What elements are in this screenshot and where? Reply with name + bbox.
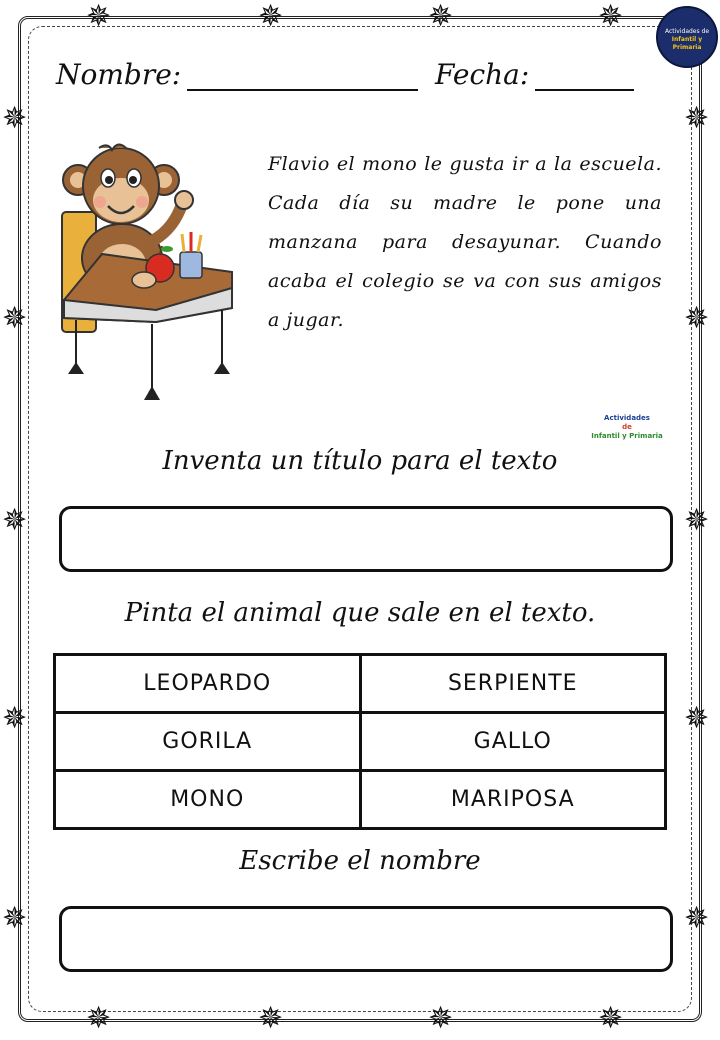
star-icon: ✵ [2, 701, 28, 736]
star-icon: ✵ [684, 503, 710, 538]
star-icon: ✵ [2, 503, 28, 538]
animal-option[interactable]: SERPIENTE [360, 655, 666, 713]
star-icon: ✵ [86, 1001, 112, 1036]
star-icon: ✵ [684, 101, 710, 136]
star-icon: ✵ [258, 0, 284, 34]
story-text: Flavio el mono le gusta ir a la escuela. Cada día su madre le pone una manzana para desayunar. Cuando acaba el colegio se va con sus amigos a jugar. [268, 153, 662, 331]
star-icon: ✵ [2, 101, 28, 136]
star-icon: ✵ [2, 301, 28, 336]
star-icon: ✵ [428, 1001, 454, 1036]
table-row [55, 771, 666, 829]
badge-line2: Infantil y Primaria [671, 36, 703, 51]
nombre-label: Nombre: [56, 58, 182, 91]
star-icon: ✵ [598, 0, 624, 34]
title-prompt: Inventa un título para el texto [162, 446, 558, 476]
animal-options-table [53, 653, 667, 830]
name-date-header [56, 58, 634, 91]
animal-option[interactable]: MARIPOSA [360, 771, 666, 829]
star-icon: ✵ [684, 301, 710, 336]
table-row [55, 655, 666, 713]
star-icon: ✵ [598, 1001, 624, 1036]
table-row [55, 713, 666, 771]
star-icon: ✵ [428, 0, 454, 34]
activities-logo [588, 414, 666, 444]
animal-option[interactable]: MONO [55, 771, 361, 829]
logo-line2: de [622, 423, 632, 431]
monkey-at-desk-illustration [56, 140, 246, 410]
animal-option[interactable]: LEOPARDO [55, 655, 361, 713]
name-answer-box[interactable] [59, 906, 673, 972]
write-prompt: Escribe el nombre [239, 846, 481, 876]
star-icon: ✵ [86, 0, 112, 34]
logo-line1: Actividades [604, 414, 650, 422]
star-icon: ✵ [258, 1001, 284, 1036]
title-answer-box[interactable] [59, 506, 673, 572]
fecha-label: Fecha: [435, 58, 530, 91]
nombre-field[interactable] [187, 63, 417, 91]
logo-line3: Infantil y Primaria [591, 432, 663, 440]
fecha-field[interactable] [535, 63, 634, 91]
animal-option[interactable]: GALLO [360, 713, 666, 771]
star-icon: ✵ [684, 901, 710, 936]
site-badge-logo [656, 6, 718, 68]
badge-line1: Actividades de [664, 28, 710, 35]
star-icon: ✵ [2, 901, 28, 936]
paint-prompt: Pinta el animal que sale en el texto. [124, 598, 596, 628]
star-icon: ✵ [684, 701, 710, 736]
animal-option[interactable]: GORILA [55, 713, 361, 771]
